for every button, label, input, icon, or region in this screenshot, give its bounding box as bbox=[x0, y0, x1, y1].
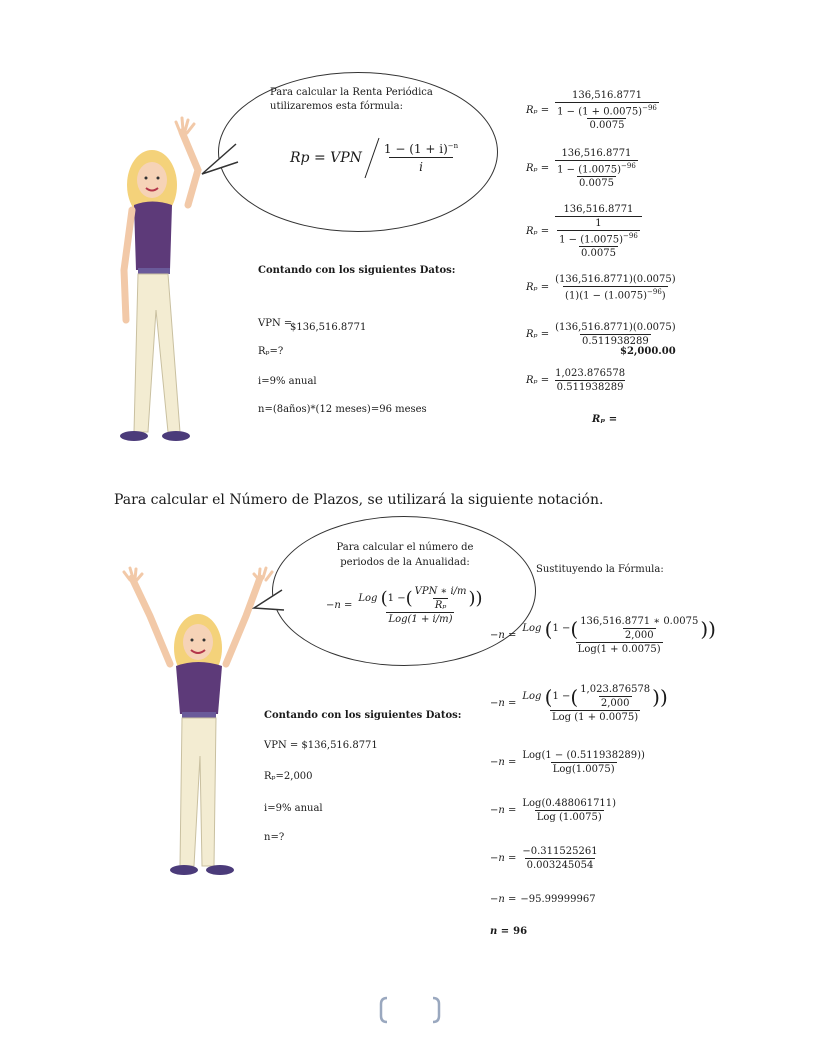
step-num: Log(0.488061711) bbox=[522, 798, 617, 809]
formula-num: 1 − (1 + i) bbox=[383, 142, 448, 156]
step-num: −0.311525261 bbox=[522, 846, 598, 857]
step-den: 0.0075 bbox=[580, 248, 616, 260]
formula-exp: −n bbox=[447, 142, 459, 150]
formula-fraction bbox=[382, 142, 460, 174]
rp-label: Rₚ = bbox=[526, 163, 550, 175]
step-num-top: 136,516.8771 bbox=[561, 148, 632, 159]
rp-step-4 bbox=[526, 274, 678, 301]
step-lhs: −n = bbox=[490, 894, 517, 905]
step-lhs: −n = bbox=[490, 805, 517, 816]
n-step-5 bbox=[490, 846, 600, 871]
inner-den: 2,000 bbox=[624, 630, 654, 641]
step-num: (136,516.8771)(0.0075) bbox=[555, 274, 676, 285]
step-value: 96 bbox=[513, 926, 528, 937]
vpn-value: $136,516.8771 bbox=[290, 322, 367, 333]
rp-label: Rₚ = bbox=[526, 105, 550, 117]
step-num-top: 136,516.8771 bbox=[563, 204, 634, 215]
step-den: 0.511938289 bbox=[581, 336, 649, 347]
page-number-brackets bbox=[378, 996, 442, 1024]
step-lhs: −n = bbox=[490, 757, 517, 768]
step-num-bottom: 1 − (1.0075) bbox=[559, 234, 623, 246]
step-den: Log(1 + 0.0075) bbox=[577, 644, 661, 655]
rp-step-2 bbox=[526, 148, 640, 189]
step-lhs: −n = bbox=[490, 853, 517, 864]
step-lhs: −n = bbox=[490, 698, 517, 709]
rp-step-3 bbox=[526, 204, 644, 259]
i-line: i=9% anual bbox=[264, 803, 323, 814]
final-rp-label: Rₚ = bbox=[592, 414, 618, 425]
n-final bbox=[490, 926, 527, 937]
step-value: −95.99999967 bbox=[520, 894, 596, 905]
n-step-1: −n = Log ( 1 − ( $\frac{136,516.8771 ∗ 0.0075}{2,000}$ )) Log(1 + 0.0075) bbox=[490, 616, 716, 655]
vpn-line: VPN = $136,516.8771 bbox=[264, 740, 378, 751]
step-den: (1)(1 − (1.0075) bbox=[565, 290, 648, 302]
rp-label: Rₚ = bbox=[526, 329, 550, 340]
step-den: Log (1 + 0.0075) bbox=[552, 712, 639, 723]
step-exp: −96 bbox=[642, 104, 657, 112]
step-den: Log (1.0075) bbox=[536, 812, 602, 823]
step-den-tail: ) bbox=[661, 290, 666, 302]
periods-formula: −n = Log ( 1 − ( $\frac{\text{VPN ∗ i/m}}{\text{Rₚ}}$ )) Log(1 + i/m) bbox=[326, 586, 483, 625]
inner-num: 1,023.876578 bbox=[580, 684, 651, 695]
step-num-bottom: 1 − (1 + 0.0075) bbox=[557, 106, 643, 118]
rp-label: Rₚ = bbox=[526, 282, 550, 294]
log-label: Log bbox=[358, 593, 378, 604]
result-value: $2,000.00 bbox=[620, 346, 676, 357]
formula-lhs: −n = bbox=[326, 600, 353, 611]
inner-num: VPN ∗ i/m bbox=[414, 586, 467, 597]
inner-num: 136,516.8771 ∗ 0.0075 bbox=[580, 616, 699, 627]
step-num-top: 136,516.8771 bbox=[571, 90, 642, 101]
n-step-3 bbox=[490, 750, 647, 775]
step-den: 0.003245054 bbox=[526, 860, 594, 871]
rp-label: Rₚ = bbox=[526, 226, 550, 238]
formula-den: Log(1 + i/m) bbox=[388, 614, 453, 625]
step-den: 0.511938289 bbox=[556, 382, 624, 393]
step-den: 0.0075 bbox=[589, 120, 625, 132]
bubble-text: Para calcular la Renta Periódica utilizaremos esta fórmula: bbox=[270, 87, 433, 112]
inner-den: Rₚ bbox=[434, 600, 447, 611]
bubble-tail bbox=[252, 586, 286, 620]
rp-step-1 bbox=[526, 90, 661, 131]
data-title: Contando con los siguientes Datos: bbox=[258, 265, 456, 276]
step-num: (136,516.8771)(0.0075) bbox=[555, 322, 676, 333]
rp-step-6 bbox=[526, 368, 627, 393]
rent-formula bbox=[290, 136, 460, 180]
bubble-tail bbox=[200, 140, 240, 180]
step-exp: −96 bbox=[621, 162, 636, 170]
step-mid: 1 bbox=[595, 218, 602, 229]
n-line: n=(8años)*(12 meses)=96 meses bbox=[258, 404, 427, 415]
rp-line: Rₚ=? bbox=[258, 346, 284, 357]
step-exp: −96 bbox=[623, 232, 638, 240]
bubble-text: Para calcular el número de periodos de la Anualidad: bbox=[336, 542, 474, 568]
i-line: i=9% anual bbox=[258, 376, 317, 387]
rp-label: Rₚ = bbox=[526, 375, 550, 386]
n-step-4 bbox=[490, 798, 618, 823]
step-den: Log(1.0075) bbox=[552, 764, 615, 775]
formula-den: i bbox=[419, 160, 423, 174]
step-den: 0.0075 bbox=[578, 178, 614, 190]
step-num-bottom: 1 − (1.0075) bbox=[557, 164, 621, 176]
data-title: Contando con los siguientes Datos: bbox=[264, 710, 462, 721]
n-step-2: −n = Log ( 1 − ( $\frac{1,023.876578}{2,000}$ )) Log (1 + 0.0075) bbox=[490, 684, 668, 723]
n-line: n=? bbox=[264, 832, 285, 843]
slash-divider bbox=[364, 136, 380, 180]
section-heading: Para calcular el Número de Plazos, se utilizará la siguiente notación. bbox=[114, 492, 604, 508]
step-lhs: n = bbox=[490, 926, 510, 937]
step-num: 1,023.876578 bbox=[555, 368, 626, 379]
rp-line: Rₚ=2,000 bbox=[264, 771, 313, 782]
n-step-6 bbox=[490, 894, 596, 905]
step-num: Log(1 − (0.511938289)) bbox=[522, 750, 645, 761]
step-exp: −96 bbox=[647, 288, 662, 296]
rp-step-5 bbox=[526, 322, 678, 347]
inner-den: 2,000 bbox=[600, 698, 630, 709]
substitution-title: Sustituyendo la Fórmula: bbox=[536, 564, 664, 575]
step-lhs: −n = bbox=[490, 630, 517, 641]
vpn-label: VPN = bbox=[258, 318, 293, 329]
formula-lhs: Rp = VPN bbox=[290, 150, 362, 166]
